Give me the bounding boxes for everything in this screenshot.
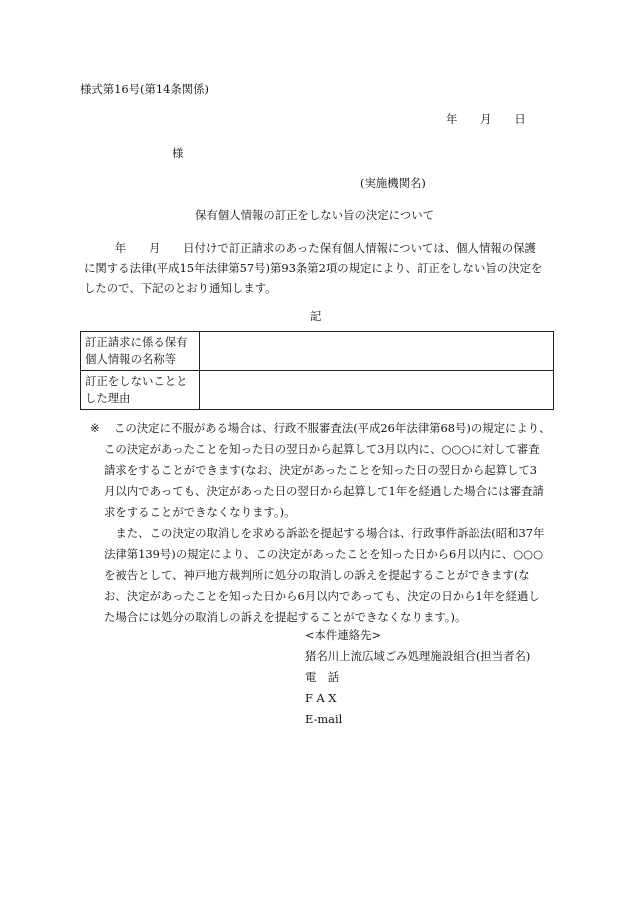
note-mark: ※: [90, 421, 100, 435]
note-line: また、この決定の取消しを求める訴訟を提起する場合は、行政事件訴訟法(昭和37年: [104, 526, 545, 540]
table-value-cell: [200, 332, 554, 371]
form-number: 様式第16号(第14条関係): [80, 82, 210, 96]
note-line: この決定があったことを知った日の翌日から起算して3月以内に、○○○に対して審査: [104, 442, 540, 456]
info-table: [80, 331, 554, 410]
note-line: この決定に不服がある場合は、行政不服審査法(平成26年法律第68号)の規定により、: [114, 421, 551, 435]
table-row: [81, 332, 554, 371]
contact-fax-label: F A X: [305, 691, 337, 705]
addressee-suffix: 様: [172, 146, 184, 160]
note-paragraph-lawsuit: [104, 523, 564, 628]
body-line: 年 月 日付けで訂正請求のあった保有個人情報については、個人情報の保護: [92, 241, 536, 255]
contact-phone-label: 電 話: [305, 670, 340, 684]
note-line: 月以内であっても、決定があった日の翌日から起算して1年を経過した場合には審査請: [104, 484, 544, 498]
note-line: を被告として、神戸地方裁判所に処分の取消しの訴えを提起することができます(な: [104, 568, 530, 582]
table-label-line: 訂正をしないことと: [85, 374, 188, 388]
document-title: 保有個人情報の訂正をしない旨の決定について: [195, 208, 434, 222]
table-label-line: 個人情報の名称等: [85, 352, 177, 366]
table-label-line: 訂正請求に係る保有: [85, 335, 188, 349]
note-line: 法律第139号)の規定により、この決定があったことを知った日から6月以内に、○○○: [104, 547, 544, 561]
note-paragraph-appeal: [104, 418, 564, 523]
table-label-line: した理由: [85, 391, 131, 405]
note-line: 請求をすることができます(なお、決定があったことを知った日の翌日から起算して3: [104, 463, 538, 477]
table-label-cell: [81, 332, 200, 371]
body-paragraph: [84, 238, 552, 298]
body-line: したので、下記のとおり通知します。: [84, 281, 277, 295]
note-line: た場合には処分の取消しの訴えを提起することができなくなります。)。: [104, 610, 467, 624]
contact-organization: 猪名川上流広域ごみ処理施設組合(担当者名): [305, 649, 531, 663]
table-row: [81, 371, 554, 410]
table-label-cell: [81, 371, 200, 410]
note-line: 求をすることができなくなります。)。: [104, 505, 296, 519]
body-line: に関する法律(平成15年法律第57号)第93条第2項の規定により、訂正をしない旨の決定を: [84, 261, 543, 275]
contact-block: [305, 625, 530, 730]
contact-heading: <本件連絡先>: [305, 628, 382, 642]
note-line: お、決定があったことを知った日から6月以内であっても、決定の日から1年を経過し: [104, 589, 540, 603]
ki-heading: 記: [310, 309, 322, 323]
date-line: 年 月 日: [446, 112, 526, 126]
issuer-name: (実施機関名): [360, 176, 426, 190]
table-value-cell: [200, 371, 554, 410]
contact-email-label: E-mail: [305, 712, 343, 726]
